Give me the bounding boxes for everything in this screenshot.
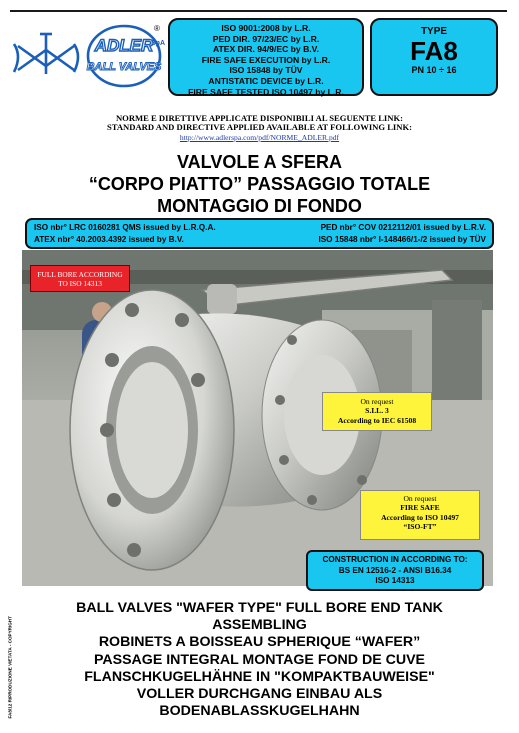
- iso-numbers-bar: [25, 218, 494, 249]
- description-line: ASSEMBLING: [212, 617, 307, 634]
- iso-left-1: ISO nbr° LRC 0160281 QMS issued by L.R.Q.A.: [34, 223, 216, 232]
- norme-link[interactable]: http://www.adlerspa.com/pdf/NORME_ADLER.pdf: [179, 132, 340, 142]
- badge-line: FIRE SAFE: [400, 503, 440, 513]
- iso-left-2: ATEX nbr° 40.2003.4392 issued by B.V.: [34, 235, 184, 244]
- brand-subtitle: BALL VALVES: [86, 61, 162, 73]
- type-code: FA8: [410, 36, 458, 66]
- title-line: MONTAGGIO DI FONDO: [157, 196, 362, 216]
- description-line: BALL VALVES "WAFER TYPE" FULL BORE END TANK: [76, 600, 443, 616]
- fire-safe-badge: [360, 490, 480, 540]
- description-line: ROBINETS A BOISSEAU SPHERIQUE “WAFER”: [98, 634, 421, 651]
- top-rule: [10, 10, 507, 12]
- norme-block: [0, 114, 519, 142]
- badge-line: FULL BORE ACCORDING: [37, 270, 123, 279]
- title-line: VALVOLE A SFERA: [176, 152, 342, 172]
- construction-line: ISO 14313: [375, 576, 415, 586]
- iso-right-1: PED nbr° COV 0212112/01 issued by L.R.V.: [320, 223, 486, 232]
- full-bore-badge: [30, 265, 130, 292]
- cert-line: ANTISTATIC DEVICE by L.R.: [208, 75, 324, 86]
- norme-line-en: STANDARD AND DIRECTIVE APPLIED AVAILABLE AT FOLLOWING LINK:: [106, 122, 413, 133]
- construction-line: BS EN 12516-2 - ANSI B16.34: [338, 565, 452, 575]
- type-box: [370, 18, 498, 96]
- cert-line: ATEX DIR. 94/9/EC by B.V.: [212, 44, 320, 55]
- description-line: FLANSCHKUGELHÄHNE IN "KOMPAKTBAUWEISE": [84, 668, 435, 685]
- registered-mark: ®: [154, 24, 160, 33]
- adler-logo: [12, 24, 165, 90]
- badge-line: On request: [403, 494, 437, 503]
- multilingual-description: [0, 600, 519, 720]
- badge-line: According to IEC 61508: [337, 415, 417, 425]
- certifications-box: [168, 18, 364, 96]
- brand-name: ADLER: [94, 36, 154, 55]
- badge-line: “ISO-FT”: [403, 522, 437, 532]
- description-line: BODENABLASSKUGELHAHN: [159, 703, 360, 720]
- sil-badge: [322, 392, 432, 431]
- norme-line-it: NORME E DIRETTIVE APPLICATE DISPONIBILI AL SEGUENTE LINK:: [115, 113, 404, 123]
- badge-line: S.I.L. 3: [365, 406, 389, 416]
- badge-line: TO ISO 14313: [58, 279, 102, 288]
- cert-line: FIRE SAFE TESTED ISO 10497 by L.R.: [188, 86, 344, 97]
- type-label: TYPE: [420, 26, 448, 37]
- cert-line: ISO 9001:2008 by L.R.: [221, 23, 311, 33]
- valve-symbol-icon: [12, 24, 165, 90]
- description-line: PASSAGE INTEGRAL MONTAGE FOND DE CUVE: [93, 651, 426, 668]
- page-title: [0, 151, 519, 217]
- cert-line: PED DIR. 97/23/EC by L.R.: [212, 33, 320, 44]
- type-pressure: PN 10 ÷ 16: [411, 65, 457, 75]
- description-line: VOLLER DURCHGANG EINBAU ALS: [136, 686, 383, 703]
- cert-line: ISO 15848 by TÜV: [229, 65, 303, 76]
- cert-line: FIRE SAFE EXECUTION by L.R.: [201, 54, 331, 65]
- brand-sup: SpA: [151, 40, 165, 47]
- construction-line: CONSTRUCTION IN ACCORDING TO:: [322, 555, 468, 564]
- badge-line: According to ISO 10497: [381, 512, 459, 522]
- copyright-text: FA8/12 RIPRODUZIONE VIETATA - COPYRIGHT: [7, 616, 13, 719]
- badge-line: On request: [360, 397, 394, 406]
- title-line: “CORPO PIATTO” PASSAGGIO TOTALE: [88, 174, 431, 194]
- iso-right-2: ISO 15848 nbr° I-148466/1-/2 issued by TÜV: [318, 235, 486, 244]
- construction-box: [306, 550, 484, 591]
